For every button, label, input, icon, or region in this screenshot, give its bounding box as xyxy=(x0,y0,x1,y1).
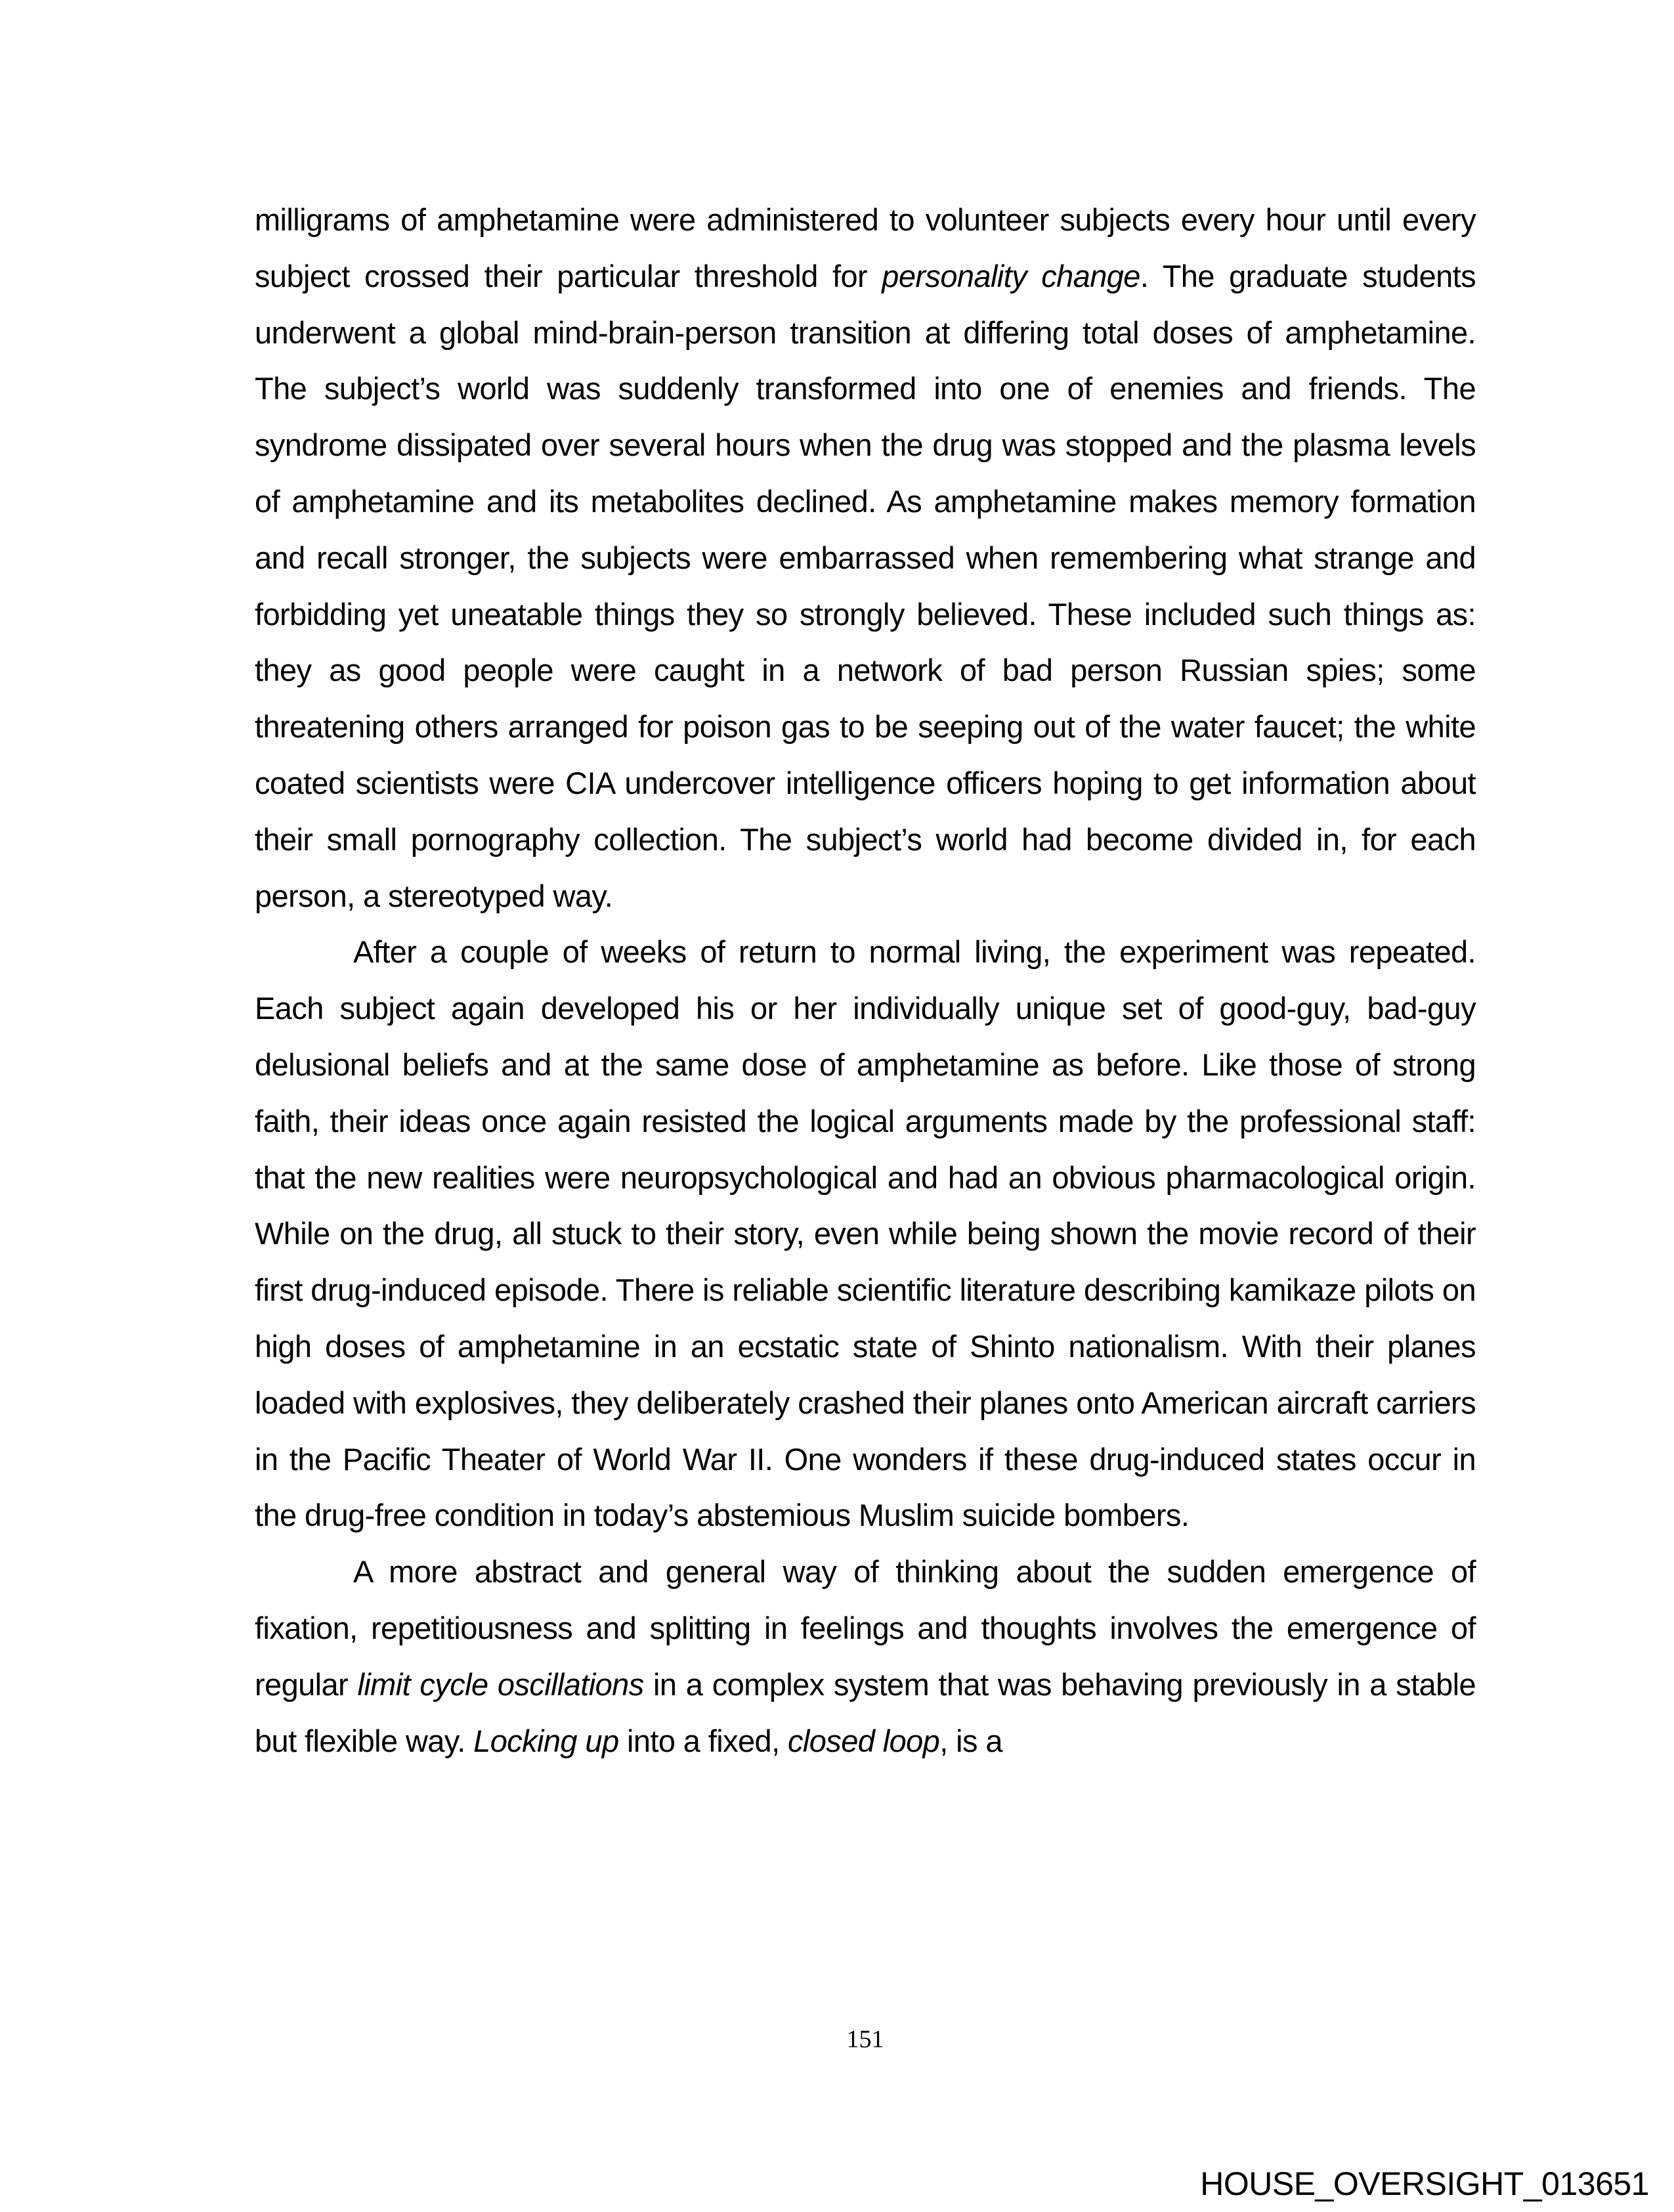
emphasis-personality-change: personality change xyxy=(882,258,1140,293)
paragraph-1-segment-3: . The graduate students underwent a global mind-brain-person transition at differing total doses of amphetamine. The subject’s world was suddenly transformed into one of enemies and friends. The syndrome dissipated over several hours when the drug was stopped and the plasma levels of amphetamine and its metabolites declined. As amphetamine makes memory formation and recall stronger, the subjects were embarrassed when remembering what strange and forbidding yet uneatable things they so strongly believed. These included such things as: they as good people were caught in a network of bad person Russian spies; some threatening others arranged for poison gas to be seeping out of the water faucet; the white coated scientists were CIA undercover intelligence officers hoping to get information about their small pornography collection. The subject’s world had become divided in, for each person, a stereotyped way. xyxy=(255,258,1476,913)
paragraph-3-segment-5: into a fixed, xyxy=(618,1723,788,1758)
paragraph-3-segment-7: , is a xyxy=(939,1723,1002,1758)
body-text xyxy=(255,192,1476,1769)
emphasis-limit-cycle-oscillations: limit cycle oscillations xyxy=(357,1666,644,1702)
paragraph-2-segment-1: After a couple of weeks of return to normal living, the experiment was repeated. Each subject again developed his or her individually unique set of good-guy, bad-guy delusional beliefs and at the same dose of amphetamine as before. Like those of strong faith, their ideas once again resisted the logical arguments made by the professional staff: that the new realities were neuropsychological and had an obvious pharmacological origin. While on the drug, all stuck to their story, even while being shown the movie record of their first drug-induced episode. There is reliable scientific literature describing kamikaze pilots on high doses of amphetamine in an ecstatic state of Shinto nationalism. With their planes loaded with explosives, they deliberately crashed their planes onto American aircraft carriers in the Pacific Theater of World War II. One wonders if these drug-induced states occur in the drug-free condition in today’s abstemious Muslim suicide bombers. xyxy=(255,934,1476,1533)
emphasis-closed-loop: closed loop xyxy=(788,1723,940,1758)
bates-id: HOUSE_OVERSIGHT_013651 xyxy=(1200,2165,1649,2202)
paragraph-3-segment-3: in a complex system that was behaving previously in a stable but flexible way. xyxy=(255,1666,1476,1758)
paragraph-3-segment-1: A more abstract and general way of thinking about the sudden emergence of fixation, repetitiousness and splitting in feelings and thoughts involves the emergence of regular xyxy=(255,1554,1476,1702)
paragraph-2 xyxy=(255,924,1476,1544)
paragraph-1-segment-1: milligrams of amphetamine were administered to volunteer subjects every hour until every subject crossed their particular threshold for xyxy=(255,202,1476,293)
page-number: 151 xyxy=(846,2026,884,2053)
paragraph-1 xyxy=(255,192,1476,924)
emphasis-locking-up: Locking up xyxy=(473,1723,619,1758)
paragraph-3 xyxy=(255,1544,1476,1769)
